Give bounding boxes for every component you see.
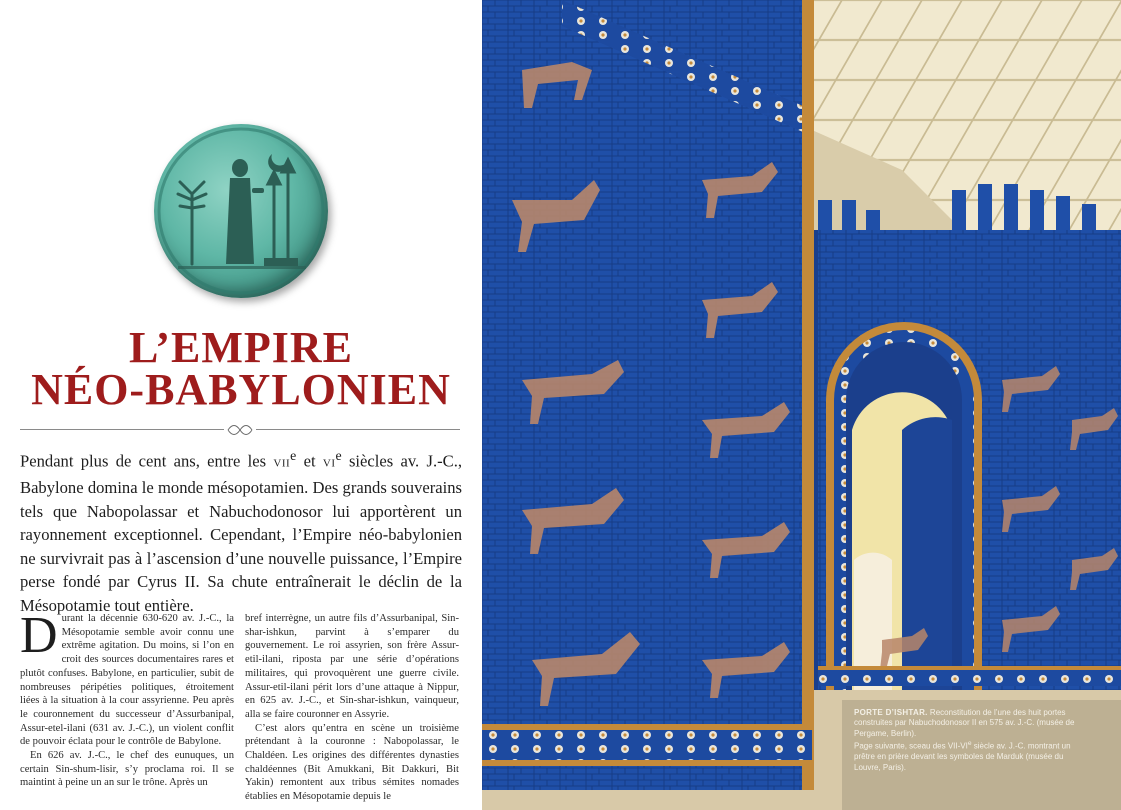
- seal-icon: [154, 124, 328, 298]
- ishtar-gate-illustration: [482, 0, 1121, 810]
- title-ornament: [20, 424, 460, 436]
- caption-paragraph-1: PORTE D’ISHTAR. Reconstitution de l’une des huit portes construites par Nabuchodonosor II en 575 av. J.-C. (musée de Pergame, Berlin).: [854, 708, 1075, 738]
- ornament-rule-right: [256, 429, 460, 430]
- body-paragraph: bref interrègne, un autre fils d’Assurbanipal, Sin-shar-ishkun, parvint à s’emparer du gouvernement. Le roi assyrien, son frère Assur-etil-ilani, riposta par une série d’opérations militaires, qui provoquèrent une guerre civile. Assur-etil-ilani périt lors d’une attaque à Nippur, en 625 av. J.-C., et Sin-shar-ishkun, vainqueur, alla se faire couronner en Assyrie.: [245, 613, 459, 720]
- page-title-line-2: NÉO-BABYLONIEN: [31, 365, 451, 414]
- caption-paragraph-2: Page suivante, sceau des VII-VIe siècle av. J.-C. montrant un prêtre en prière devant les symboles de Marduk (musée du Louvre, Paris).: [854, 740, 1071, 772]
- ornament-rule-left: [20, 429, 224, 430]
- drop-cap: D: [20, 607, 58, 664]
- century-6: VI: [322, 457, 336, 470]
- intro-paragraph: Pendant plus de cent ans, entre les VIIe et VIe siècles av. J.-C., Babylone domina le monde mésopotamien. Des grands souverains tels que Nabopolassar et Nabuchodonosor lui apportèrent un rayonnement exceptionnel. Cependant, l’Empire néo-babylonien ne survivrait pas à l’ascension d’une nouvelle puissance, l’Empire perse fondé par Cyrus II. Sa chute entraînerait le déclin de la Mésopotamie tout entière.: [20, 448, 462, 615]
- century-6-suffix: e: [335, 448, 342, 463]
- body-column-2: [245, 612, 459, 804]
- page-title-line-1: L’EMPIRE: [129, 323, 353, 372]
- caption-label: PORTE D’ISHTAR.: [854, 708, 928, 717]
- left-page: [0, 0, 482, 810]
- seal-image: [154, 124, 328, 298]
- century-7: VII: [273, 457, 291, 470]
- photo-caption: [854, 708, 1086, 773]
- ishtar-gate-photo: [482, 0, 1121, 810]
- body-paragraph: En 626 av. J.-C., le chef des eunuques, un certain Sin-shum-lisir, s’y proclama roi. Il se maintint à peine un an sur le trône. Après un: [20, 750, 234, 789]
- century-7-suffix: e: [290, 448, 297, 463]
- body-column-1: [20, 607, 234, 790]
- body-paragraph: Durant la décennie 630-620 av. J.-C., la Mésopotamie semble avoir connu une extrême agitation. Du moins, si l’on en croit des sources documentaires rares et plutôt confuses. Babylone, en particulier, subit de nombreuses péripéties politiques, étroitement liées à la situation à la cour assyrienne. Peu après le couronnement du successeur d’Assurbanipal, Assur-etel-ilani (631 av. J.-C.), un violent conflit de pouvoir éclata pour le contrôle de Babylone.: [20, 607, 234, 748]
- body-paragraph: C’est alors qu’entra en scène un troisième prétendant à la couronne : Nabopolassar, le Chaldéen. Les origines des différentes dynasties chaldéennes (Bit Amukkani, Bit Dakkuri, Bit Yakin) remontent aux tribus sémites nomades établies en Mésopotamie depuis le: [245, 722, 459, 803]
- flourish-icon: [226, 424, 254, 436]
- caption-sup: e: [967, 740, 972, 748]
